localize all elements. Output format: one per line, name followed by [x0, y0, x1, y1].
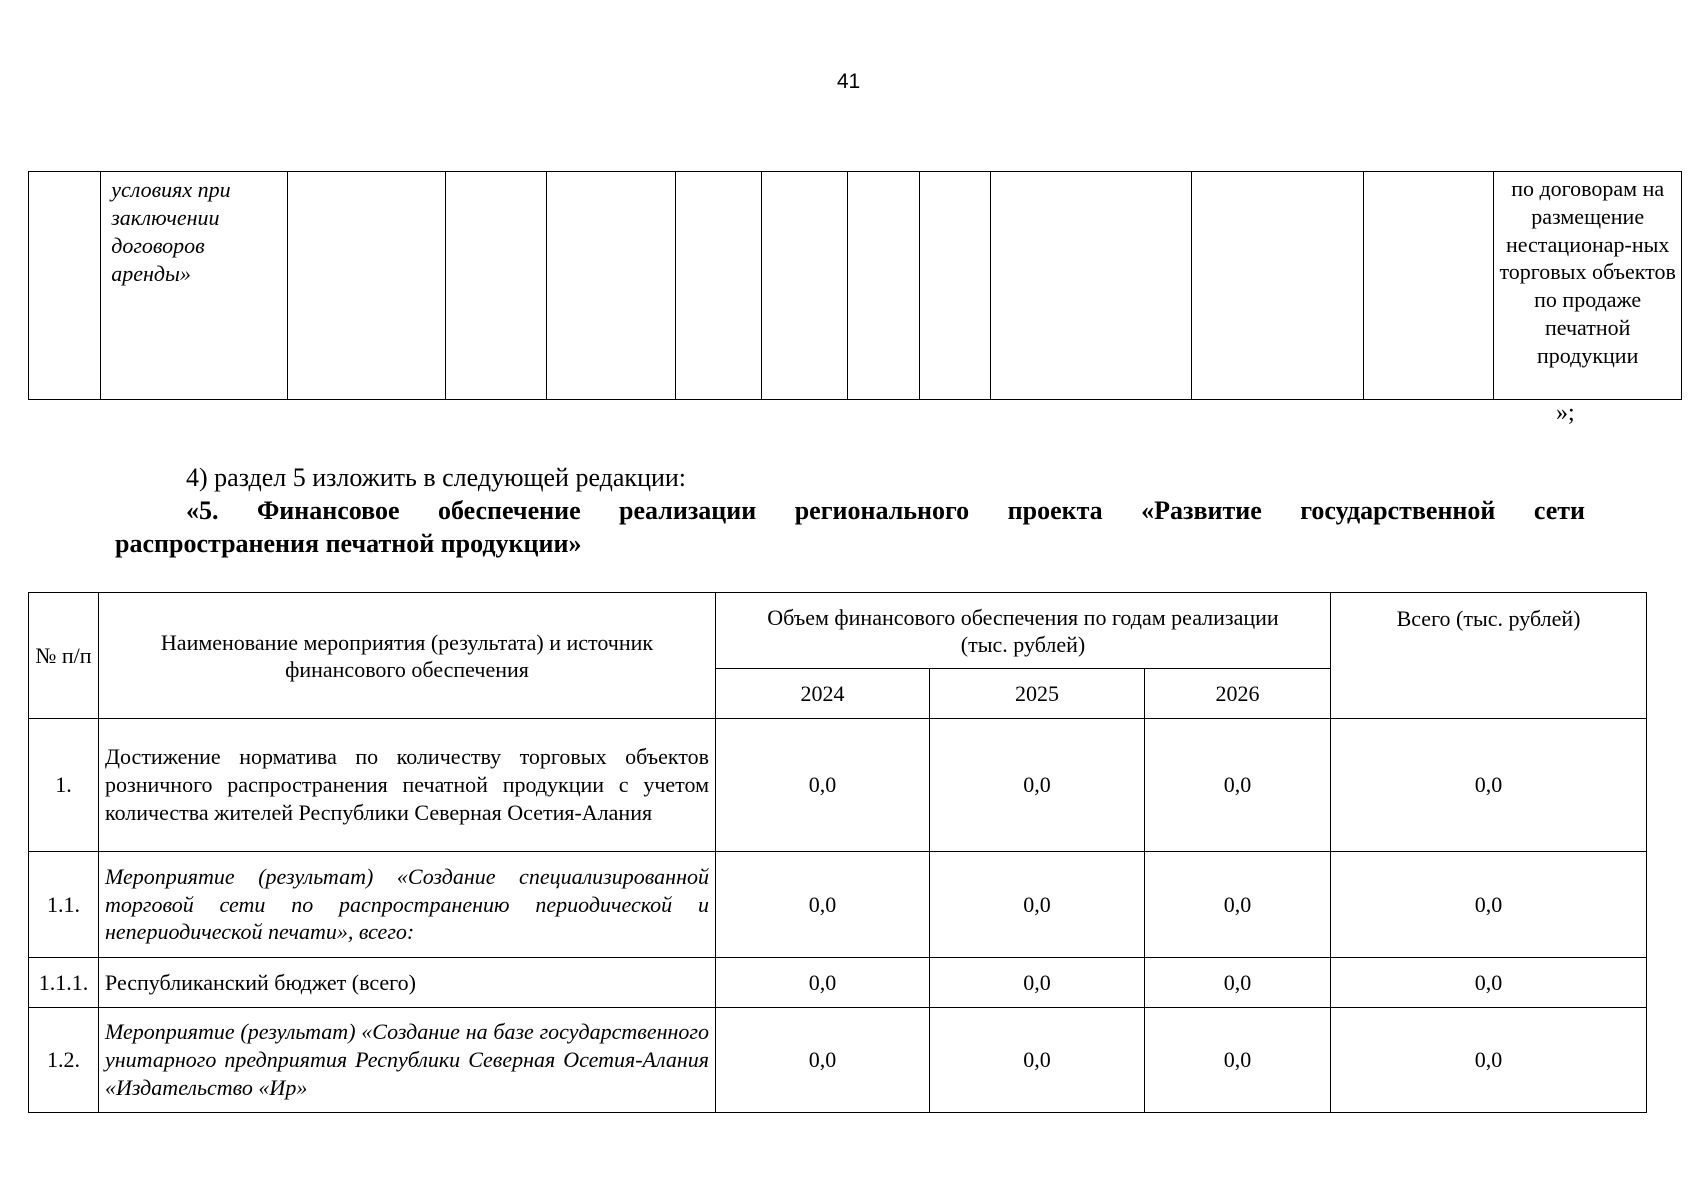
row-value-total: 0,0 [1331, 958, 1647, 1008]
row-value-total: 0,0 [1331, 719, 1647, 852]
row-value-2024: 0,0 [716, 1008, 930, 1113]
header-total: Всего (тыс. рублей) [1331, 593, 1647, 719]
header-year-2024: 2024 [716, 669, 930, 719]
row-name: Достижение норматива по количеству торговых объектов розничного распространения печатной продукции с учетом количества жителей Республики Северная Осетия-Алания [99, 719, 716, 852]
amendment-paragraph: 4) раздел 5 изложить в следующей редакции: [186, 463, 687, 492]
empty-cell [287, 172, 445, 400]
row-num: 1.1. [29, 852, 99, 958]
header-year-2025: 2025 [930, 669, 1145, 719]
row-num: 1.2. [29, 1008, 99, 1113]
header-volume: Объем финансового обеспечения по годам реализации (тыс. рублей) [716, 593, 1331, 669]
header-name: Наименование мероприятия (результата) и источник финансового обеспечения [99, 593, 716, 719]
section-title-line2: распространения печатной продукции» [115, 529, 582, 558]
row-value-2024: 0,0 [716, 719, 930, 852]
header-row-1 [29, 593, 1647, 669]
page-number: 41 [836, 70, 861, 93]
header-year-2026: 2026 [1145, 669, 1331, 719]
empty-cell [762, 172, 848, 400]
continuation-table [28, 171, 1682, 400]
empty-cell [990, 172, 1192, 400]
table-row [29, 958, 1647, 1008]
row-value-2025: 0,0 [930, 958, 1145, 1008]
empty-cell [1363, 172, 1493, 400]
empty-cell [546, 172, 675, 400]
empty-cell [919, 172, 990, 400]
continuation-row [29, 172, 1682, 400]
empty-cell [29, 172, 101, 400]
row-value-2025: 0,0 [930, 852, 1145, 958]
row-value-total: 0,0 [1331, 1008, 1647, 1113]
row-num: 1. [29, 719, 99, 852]
table-row [29, 1008, 1647, 1113]
row-num: 1.1.1. [29, 958, 99, 1008]
section-title-line1: «5. Финансовое обеспечение реализации регионального проекта «Развитие государственной сети [186, 496, 1585, 525]
empty-cell [848, 172, 919, 400]
row-name: Мероприятие (результат) «Создание на базе государственного унитарного предприятия Республики Северная Осетия-Алания «Издательство «Ир» [99, 1008, 716, 1113]
financial-table [28, 592, 1647, 1113]
row-value-2026: 0,0 [1145, 1008, 1331, 1113]
row-value-2024: 0,0 [716, 958, 930, 1008]
header-num: № п/п [29, 593, 99, 719]
row-value-2025: 0,0 [930, 1008, 1145, 1113]
row-value-2026: 0,0 [1145, 852, 1331, 958]
continuation-last-text: по договорам на размещение нестационар-ных торговых объектов по продаже печатной продукции [1494, 172, 1682, 400]
row-value-2024: 0,0 [716, 852, 930, 958]
closing-quote: »; [1556, 400, 1575, 426]
empty-cell [675, 172, 761, 400]
row-value-2026: 0,0 [1145, 958, 1331, 1008]
table-row [29, 852, 1647, 958]
row-value-2026: 0,0 [1145, 719, 1331, 852]
row-name: Мероприятие (результат) «Создание специализированной торговой сети по распространению периодической и непериодической печати», всего: [99, 852, 716, 958]
table-row [29, 719, 1647, 852]
continuation-first-text: условиях при заключении договоров аренды» [101, 172, 288, 400]
section-title [115, 494, 1585, 560]
row-name: Республиканский бюджет (всего) [99, 958, 716, 1008]
row-value-2025: 0,0 [930, 719, 1145, 852]
empty-cell [446, 172, 546, 400]
row-value-total: 0,0 [1331, 852, 1647, 958]
empty-cell [1192, 172, 1364, 400]
